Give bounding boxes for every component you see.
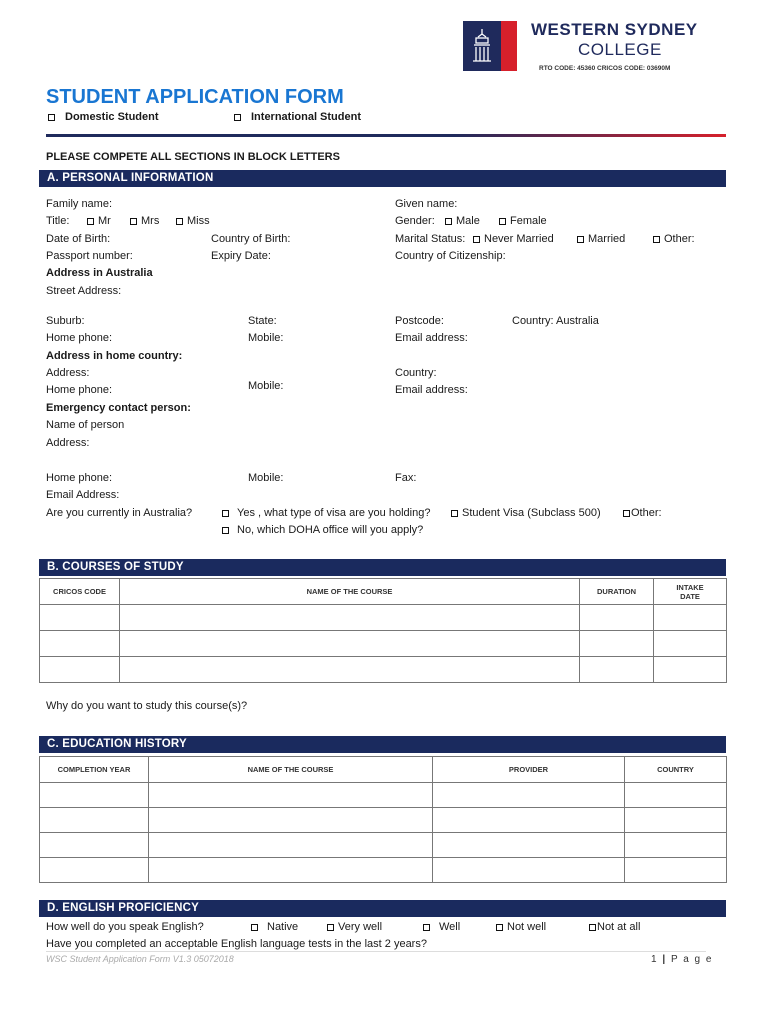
section-a-header: A. PERSONAL INFORMATION	[39, 170, 726, 187]
home-phone3-label: Home phone:	[46, 472, 113, 484]
checkbox-icon[interactable]	[623, 510, 630, 517]
table-cell[interactable]	[40, 783, 149, 808]
table-cell[interactable]	[625, 783, 727, 808]
column-header: DURATION	[580, 579, 654, 605]
title-mrs-label: Mrs	[141, 215, 160, 227]
country-of-birth-label: Country of Birth:	[211, 233, 291, 245]
english-notwell-label: Not well	[507, 921, 547, 933]
marital-never-label: Never Married	[484, 233, 554, 245]
footer-version: WSC Student Application Form V1.3 05072018	[46, 954, 234, 964]
logo-navy-block	[463, 21, 501, 71]
table-cell[interactable]	[580, 631, 654, 657]
marital-other-label: Other:	[664, 233, 695, 245]
checkbox-icon[interactable]	[130, 218, 137, 225]
title-mr-option[interactable]	[87, 215, 111, 227]
english-verywell-option[interactable]	[327, 921, 382, 933]
title-miss-option[interactable]	[176, 215, 210, 227]
title-mrs-option[interactable]	[130, 215, 159, 227]
column-header: INTAKE DATE	[654, 579, 727, 605]
country-australia-label: Country: Australia	[512, 315, 599, 327]
student-visa-option[interactable]	[451, 507, 601, 519]
suburb-label: Suburb:	[46, 315, 85, 327]
yes-visa-option[interactable]	[222, 507, 430, 519]
section-c-header: C. EDUCATION HISTORY	[39, 736, 726, 753]
column-header: NAME OF THE COURSE	[120, 579, 580, 605]
education-table	[39, 756, 727, 883]
page-number-value: 1	[651, 954, 659, 965]
email-label: Email address:	[395, 332, 468, 344]
title-mr-label: Mr	[98, 215, 111, 227]
checkbox-icon[interactable]	[87, 218, 94, 225]
gender-male-label: Male	[456, 215, 480, 227]
checkbox-icon[interactable]	[653, 236, 660, 243]
table-cell[interactable]	[149, 858, 433, 883]
marital-never-option[interactable]	[473, 233, 554, 245]
title-label: Title:	[46, 215, 70, 227]
table-cell[interactable]	[580, 605, 654, 631]
checkbox-icon[interactable]	[589, 924, 596, 931]
footer-divider	[46, 951, 706, 952]
checkbox-icon[interactable]	[251, 924, 258, 931]
table-cell[interactable]	[120, 631, 580, 657]
table-cell[interactable]	[654, 657, 727, 683]
checkbox-icon[interactable]	[222, 527, 229, 534]
table-row	[40, 858, 727, 883]
section-d-header: D. ENGLISH PROFICIENCY	[39, 900, 726, 917]
checkbox-icon[interactable]	[222, 510, 229, 517]
header-divider	[46, 134, 726, 137]
table-cell[interactable]	[654, 631, 727, 657]
postcode-label: Postcode:	[395, 315, 444, 327]
dob-label: Date of Birth:	[46, 233, 111, 245]
mobile2-label: Mobile:	[248, 380, 284, 392]
page-number	[651, 954, 713, 965]
brand-name-line1: WESTERN SYDNEY	[531, 20, 698, 39]
marital-status-label: Marital Status:	[395, 233, 466, 245]
in-australia-label: Are you currently in Australia?	[46, 507, 193, 519]
no-doha-option[interactable]	[222, 524, 423, 536]
mobile-label: Mobile:	[248, 332, 284, 344]
checkbox-icon[interactable]	[499, 218, 506, 225]
visa-other-label: Other:	[631, 507, 662, 519]
table-cell[interactable]	[625, 858, 727, 883]
domestic-label: Domestic Student	[65, 111, 159, 123]
table-cell[interactable]	[433, 783, 625, 808]
rto-code: RTO CODE: 45360 CRICOS CODE: 03690M	[539, 65, 671, 72]
checkbox-icon[interactable]	[473, 236, 480, 243]
international-label: International Student	[251, 111, 361, 123]
why-study-label: Why do you want to study this course(s)?	[46, 700, 248, 712]
no-doha-label: No, which DOHA office will you apply?	[237, 524, 424, 536]
home-phone2-label: Home phone:	[46, 384, 113, 396]
emergency-address-label: Address:	[46, 437, 90, 449]
courses-table	[39, 578, 727, 683]
table-cell[interactable]	[654, 605, 727, 631]
table-cell[interactable]	[120, 657, 580, 683]
gender-male-option[interactable]	[445, 215, 480, 227]
english-test-label: Have you completed an acceptable English language tests in the last 2 years?	[46, 938, 427, 950]
table-cell[interactable]	[433, 858, 625, 883]
tower-icon	[463, 21, 501, 71]
table-cell[interactable]	[40, 605, 120, 631]
name-of-person-label: Name of person	[46, 419, 125, 431]
table-cell[interactable]	[120, 605, 580, 631]
email-address-label: Email Address:	[46, 489, 120, 501]
table-row	[40, 657, 727, 683]
table-cell[interactable]	[625, 833, 727, 858]
home-phone-label: Home phone:	[46, 332, 113, 344]
english-well-label: Well	[439, 921, 461, 933]
section-b-header: B. COURSES OF STUDY	[39, 559, 726, 576]
address-australia-heading: Address in Australia	[46, 267, 153, 279]
home-country-label: Country:	[395, 367, 437, 379]
page-separator: |	[662, 954, 667, 965]
gender-female-option[interactable]	[499, 215, 547, 227]
emergency-heading: Emergency contact person:	[46, 402, 191, 414]
street-address-label: Street Address:	[46, 285, 122, 297]
marital-married-label: Married	[588, 233, 626, 245]
table-row	[40, 808, 727, 833]
logo-red-block	[501, 21, 517, 71]
column-header: COUNTRY	[625, 757, 727, 783]
table-cell[interactable]	[149, 808, 433, 833]
column-header: PROVIDER	[433, 757, 625, 783]
english-native-label: Native	[267, 921, 299, 933]
table-cell[interactable]	[40, 808, 149, 833]
checkbox-icon[interactable]	[48, 114, 55, 121]
speak-english-label: How well do you speak English?	[46, 921, 204, 933]
english-verywell-label: Very well	[338, 921, 383, 933]
column-header: NAME OF THE COURSE	[149, 757, 433, 783]
expiry-label: Expiry Date:	[211, 250, 271, 262]
brand-name-line2: COLLEGE	[578, 40, 662, 59]
table-cell[interactable]	[40, 657, 120, 683]
visa-other-option[interactable]	[623, 507, 662, 519]
education-header-row	[40, 757, 727, 783]
table-cell[interactable]	[149, 783, 433, 808]
page-word: P a g e	[670, 954, 713, 965]
given-name-label: Given name:	[395, 198, 458, 210]
state-label: State:	[248, 315, 277, 327]
student-visa-label: Student Visa (Subclass 500)	[462, 507, 601, 519]
checkbox-icon[interactable]	[234, 114, 241, 121]
domestic-option[interactable]	[48, 111, 159, 123]
international-option[interactable]	[234, 111, 361, 123]
table-row	[40, 605, 727, 631]
english-notatall-option[interactable]	[589, 921, 640, 933]
citizenship-label: Country of Citizenship:	[395, 250, 506, 262]
table-row	[40, 833, 727, 858]
family-name-label: Family name:	[46, 198, 113, 210]
table-cell[interactable]	[433, 808, 625, 833]
address-home-heading: Address in home country:	[46, 350, 183, 362]
checkbox-icon[interactable]	[423, 924, 430, 931]
instruction-text: PLEASE COMPETE ALL SECTIONS IN BLOCK LETTERS	[46, 151, 340, 163]
table-cell[interactable]	[40, 631, 120, 657]
yes-visa-label: Yes , what type of visa are you holding?	[237, 507, 431, 519]
checkbox-icon[interactable]	[176, 218, 183, 225]
column-header: COMPLETION YEAR	[40, 757, 149, 783]
table-cell[interactable]	[433, 833, 625, 858]
english-notwell-option[interactable]	[496, 921, 546, 933]
table-cell[interactable]	[625, 808, 727, 833]
checkbox-icon[interactable]	[327, 924, 334, 931]
table-row	[40, 783, 727, 808]
fax-label: Fax:	[395, 472, 417, 484]
college-logo	[463, 21, 517, 71]
table-cell[interactable]	[40, 833, 149, 858]
passport-label: Passport number:	[46, 250, 133, 262]
checkbox-icon[interactable]	[577, 236, 584, 243]
table-cell[interactable]	[149, 833, 433, 858]
english-native-option[interactable]	[251, 921, 298, 933]
marital-married-option[interactable]	[577, 233, 625, 245]
marital-other-option[interactable]	[653, 233, 695, 245]
table-cell[interactable]	[40, 858, 149, 883]
checkbox-icon[interactable]	[496, 924, 503, 931]
checkbox-icon[interactable]	[451, 510, 458, 517]
english-well-option[interactable]	[423, 921, 460, 933]
gender-female-label: Female	[510, 215, 547, 227]
table-row	[40, 631, 727, 657]
gender-label: Gender:	[395, 215, 435, 227]
title-miss-label: Miss	[187, 215, 210, 227]
email2-label: Email address:	[395, 384, 468, 396]
form-title: STUDENT APPLICATION FORM	[46, 86, 344, 108]
home-address-label: Address:	[46, 367, 90, 379]
checkbox-icon[interactable]	[445, 218, 452, 225]
courses-header-row	[40, 579, 727, 605]
mobile3-label: Mobile:	[248, 472, 284, 484]
table-cell[interactable]	[580, 657, 654, 683]
column-header: CRICOS CODE	[40, 579, 120, 605]
english-notatall-label: Not at all	[597, 921, 641, 933]
